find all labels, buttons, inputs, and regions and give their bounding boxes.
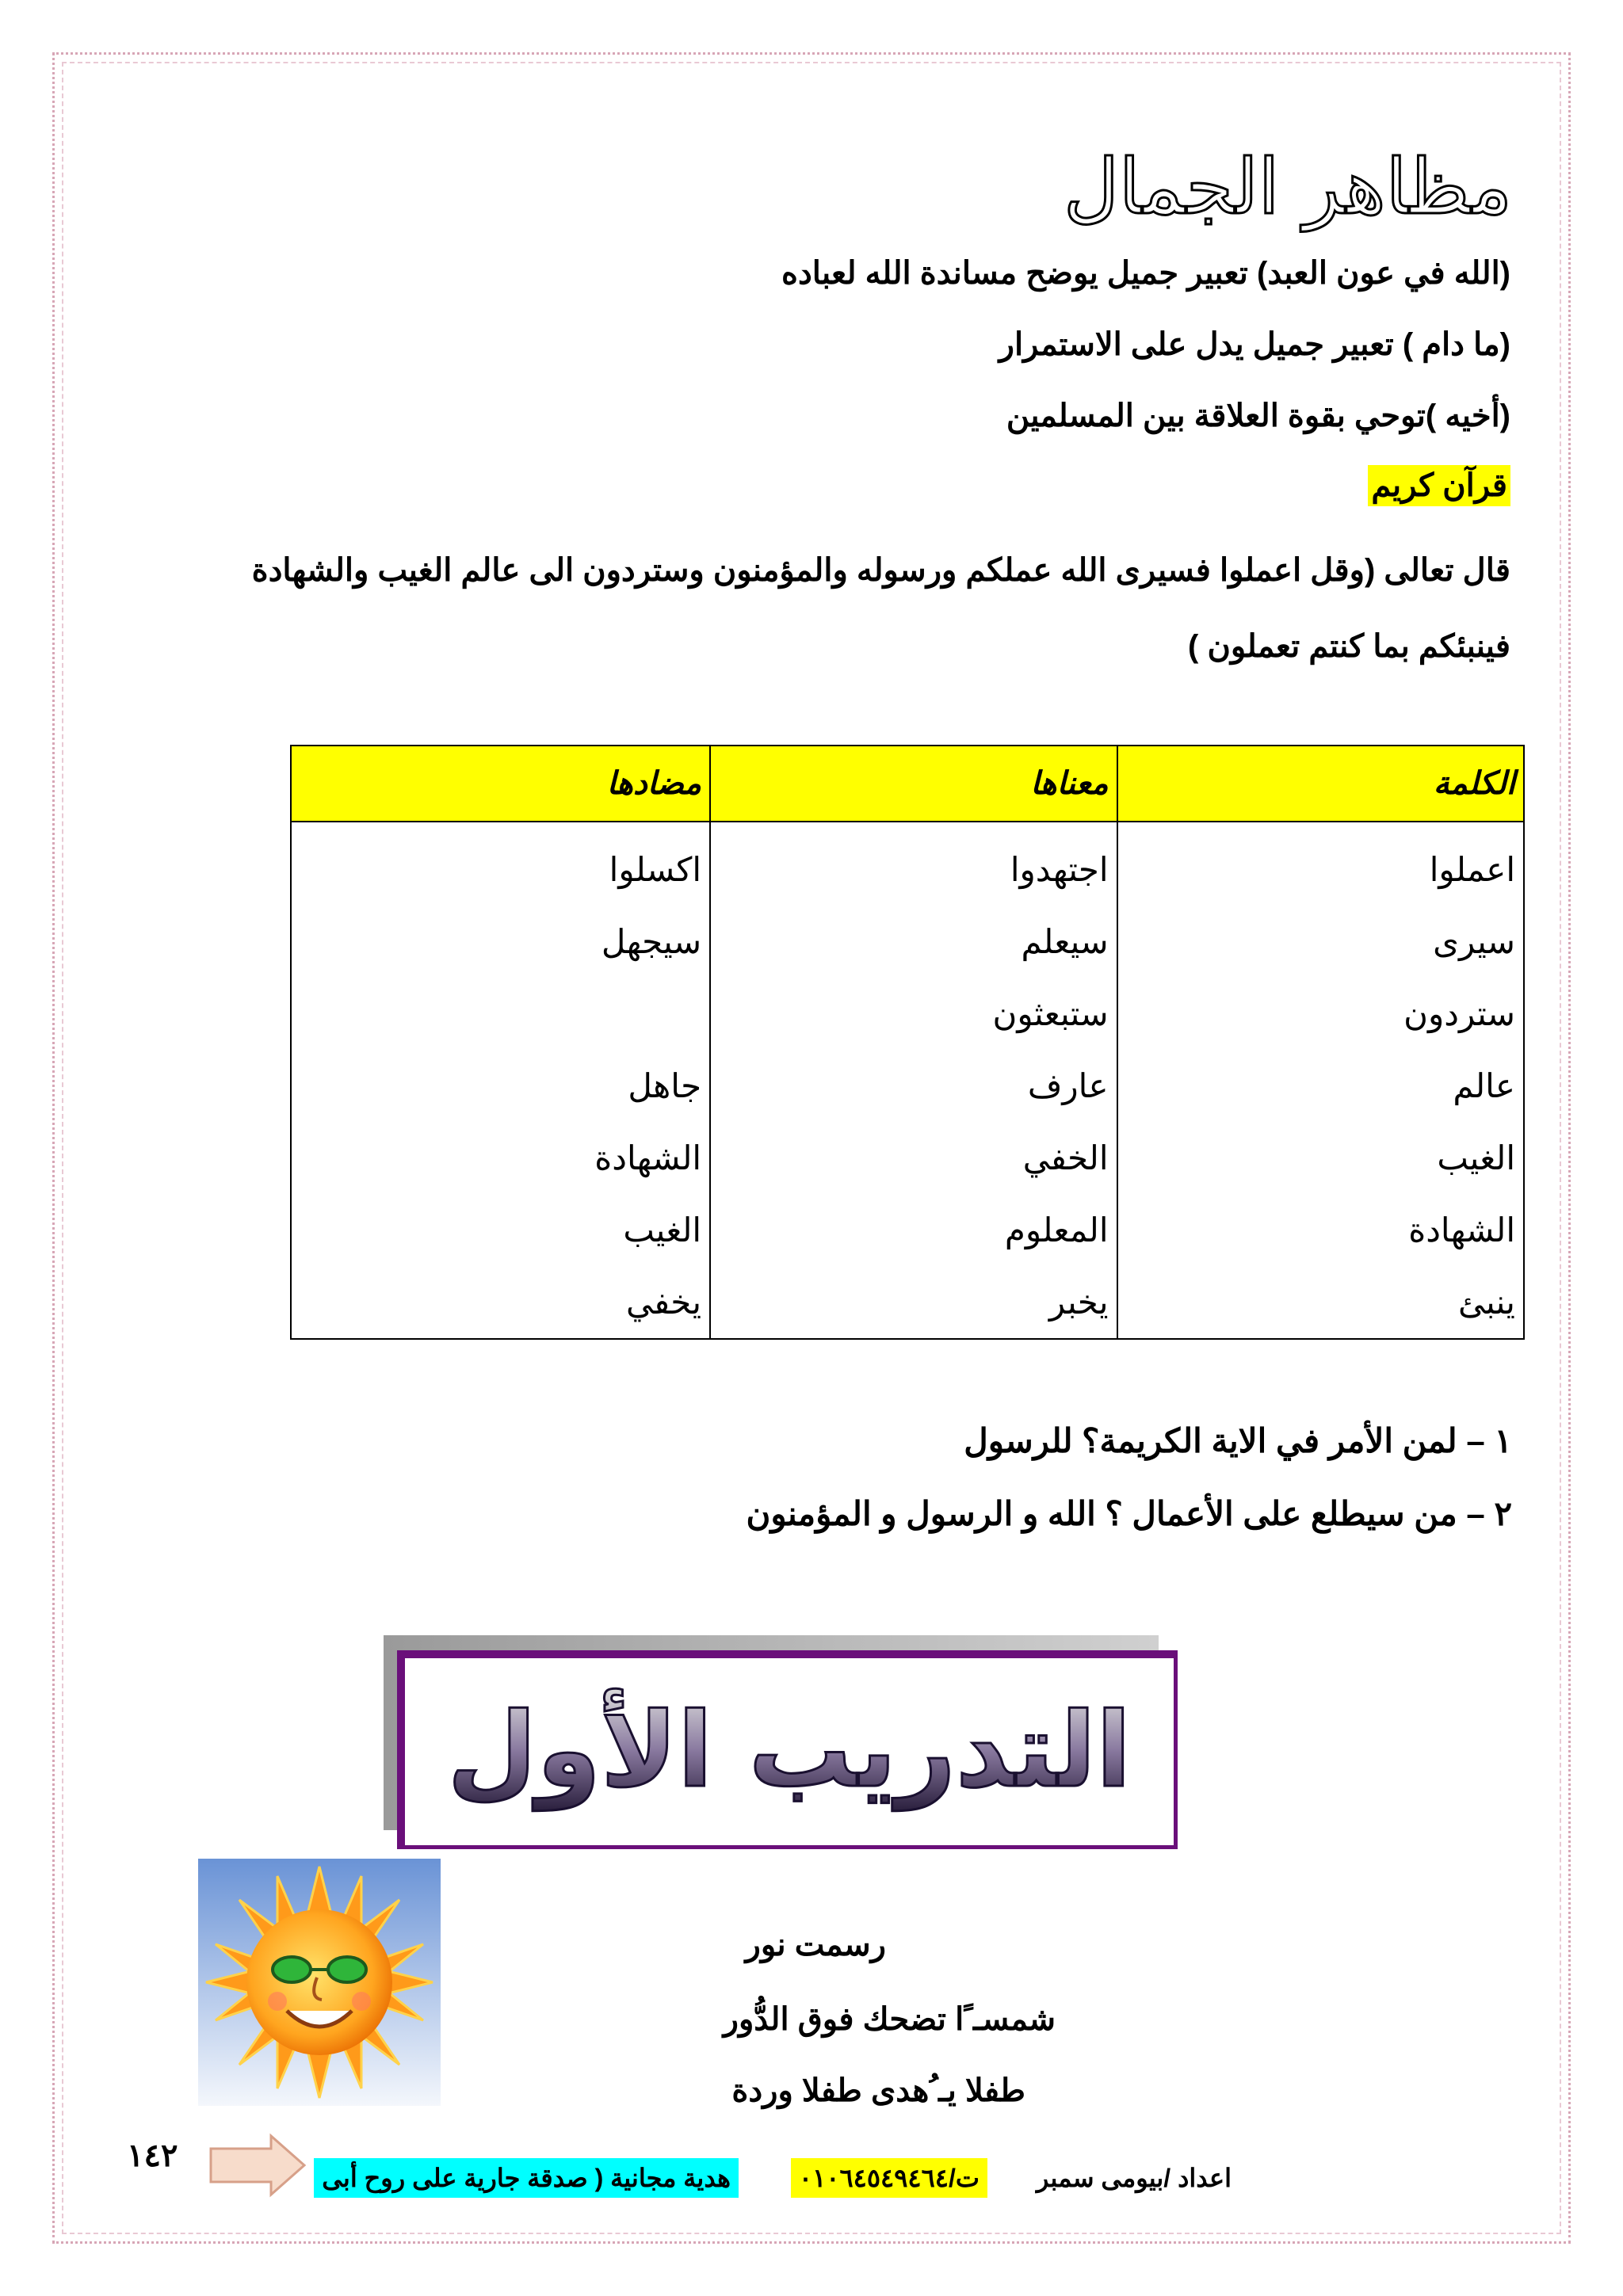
cell-word: عالم — [1117, 1050, 1524, 1122]
cell-opposite: يخفي — [291, 1266, 710, 1339]
quran-verse: قال تعالى (وقل اعملوا فسيرى الله عملكم ورسوله والمؤمنون وستردون الى عالم الغيب والشهادة فينبئكم بما كنتم تعملون ) — [251, 553, 1510, 664]
section-label-text: قرآن كريم — [1368, 465, 1510, 506]
exercise-banner — [384, 1635, 1178, 1849]
header-meaning: معناها — [710, 746, 1117, 822]
section-label — [1368, 467, 1510, 504]
cell-meaning: المعلوم — [710, 1194, 1117, 1266]
question-1: ١ – لمن الأمر في الاية الكريمة؟ للرسول — [964, 1422, 1512, 1459]
phone-number: ت/٠١٠٦٤٥٤٩٤٦٤ — [791, 2158, 987, 2198]
cell-opposite: الشهادة — [291, 1122, 710, 1194]
cell-opposite: اكسلوا — [291, 822, 710, 906]
poem-line-3: طفلا يـ ُهدى طفلا وردة — [731, 2073, 1025, 2108]
cell-opposite — [291, 978, 710, 1050]
question-2: ٢ – من سيطلع على الأعمال ؟ الله و الرسول و المؤمنون — [746, 1495, 1512, 1532]
table-row — [291, 978, 1524, 1050]
cell-word: ستردون — [1117, 978, 1524, 1050]
note-3: (أخيه )توحي بقوة العلاقة بين المسلمين — [1006, 399, 1510, 433]
table-header-row — [291, 746, 1524, 822]
poem-line-2: شمسـ ًا تضحك فوق الدُّور — [723, 2002, 1056, 2037]
cell-meaning: الخفي — [710, 1122, 1117, 1194]
cell-meaning: يخبر — [710, 1266, 1117, 1339]
cell-meaning: ستبعثون — [710, 978, 1117, 1050]
table-row — [291, 1194, 1524, 1266]
table-row — [291, 1266, 1524, 1339]
cell-word: اعملوا — [1117, 822, 1524, 906]
note-2: (ما دام ) تعبير جميل يدل على الاستمرار — [999, 327, 1510, 362]
vocabulary-table — [290, 745, 1525, 1340]
page-title: مظاهر الجمال — [1064, 143, 1512, 231]
table-row — [291, 1122, 1524, 1194]
page-number: ١٤٢ — [127, 2138, 178, 2173]
cell-word: ينبئ — [1117, 1266, 1524, 1339]
author-credit: اعداد /بيومى سمبر — [1036, 2164, 1232, 2192]
cell-word: الشهادة — [1117, 1194, 1524, 1266]
banner-text: التدريب الأول — [447, 1690, 1132, 1810]
header-opposite: مضادها — [291, 746, 710, 822]
note-1: (الله في عون العبد) تعبير جميل يوضح مساندة الله لعباده — [781, 256, 1510, 291]
cell-opposite: سيجهل — [291, 906, 710, 978]
sun-face-image — [198, 1859, 441, 2106]
cell-opposite: جاهل — [291, 1050, 710, 1122]
cell-meaning: اجتهدوا — [710, 822, 1117, 906]
cell-word: الغيب — [1117, 1122, 1524, 1194]
cell-opposite: الغيب — [291, 1194, 710, 1266]
table-row — [291, 906, 1524, 978]
header-word: الكلمة — [1117, 746, 1524, 822]
cell-meaning: سيعلم — [710, 906, 1117, 978]
arrow-right-icon — [208, 2133, 307, 2198]
cell-meaning: عارف — [710, 1050, 1117, 1122]
poem-line-1: رسمت نور — [745, 1928, 886, 1962]
cell-word: سيرى — [1117, 906, 1524, 978]
table-row — [291, 822, 1524, 906]
table-row — [291, 1050, 1524, 1122]
dedication-note: هدية مجانية ( صدقة جارية على روح أبى — [314, 2158, 739, 2198]
